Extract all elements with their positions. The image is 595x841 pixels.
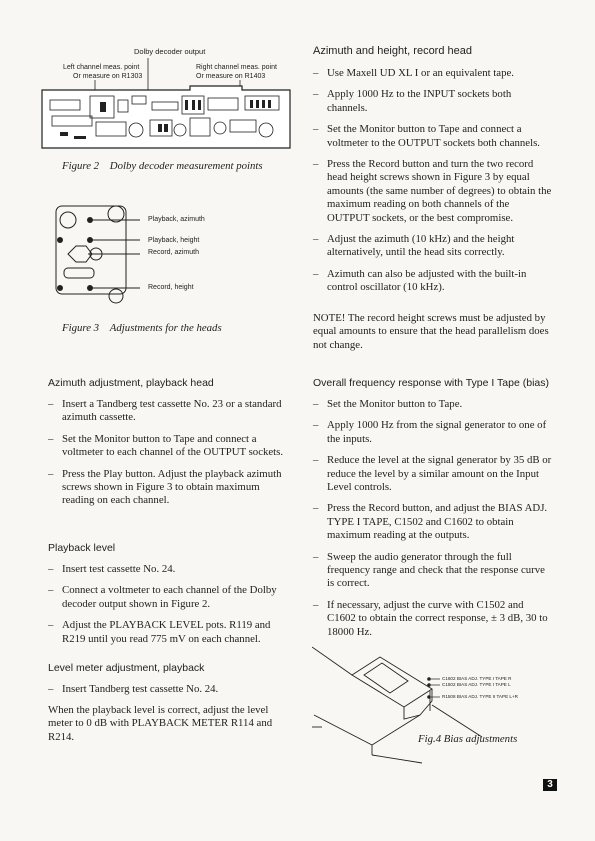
figure2-caption xyxy=(62,160,263,172)
figure4-label-r1508: R1508 BIAS ADJ. TYPE II TAPE L+R xyxy=(442,694,518,699)
list-item: – Adjust the azimuth (10 kHz) and the height alternatively, until the head sits correctly. xyxy=(313,233,553,260)
level-meter-list xyxy=(48,683,293,704)
figure3-caption xyxy=(62,322,222,334)
figure3-label-playback-height: Playback, height xyxy=(148,237,200,244)
dolby-decoder-board-diagram xyxy=(40,56,292,152)
level-meter-heading: Level meter adjustment, playback xyxy=(48,662,205,674)
list-item: – Insert test cassette No. 24. xyxy=(48,563,293,576)
figure2-caption-number: Figure 2 xyxy=(62,160,100,172)
figure2-left-label-2: Or measure on R1303 xyxy=(73,73,143,80)
list-item: – Press the Play button. Adjust the playback azimuth screws shown in Figure 3 to obtain maximum reading on each channel. xyxy=(48,468,293,508)
figure2-top-label: Dolby decoder output xyxy=(134,47,206,56)
list-item: – Sweep the audio generator through the full frequency range and check that the response curve is correct. xyxy=(313,551,553,591)
list-item: – Insert Tandberg test cassette No. 24. xyxy=(48,683,293,696)
list-item: – Press the Record button and turn the two record head height screws shown in Figure 3 by equal amounts (the same number of degrees) to obtain the maximum reading on both channels of the OUTPUT sockets, or the best compromise. xyxy=(313,158,553,225)
figure2-left-label-1: Left channel meas. point xyxy=(63,64,140,71)
figure2-right-label-1: Right channel meas. point xyxy=(196,64,277,71)
azimuth-playback-heading: Azimuth adjustment, playback head xyxy=(48,377,214,389)
list-item: – Apply 1000 Hz from the signal generator to one of the inputs. xyxy=(313,419,553,446)
list-item: – Adjust the PLAYBACK LEVEL pots. R119 and R219 until you read 775 mV on each channel. xyxy=(48,619,293,646)
figure3-label-record-azimuth: Record, azimuth xyxy=(148,249,199,256)
page-number-badge: 3 xyxy=(543,779,557,791)
azimuth-height-heading: Azimuth and height, record head xyxy=(313,45,472,57)
figure2-right-label-2: Or measure on R1403 xyxy=(196,73,266,80)
frequency-response-heading: Overall frequency response with Type I Tape (bias) xyxy=(313,377,549,389)
figure3-label-playback-azimuth: Playback, azimuth xyxy=(148,216,205,223)
list-item: – Set the Monitor button to Tape and connect a voltmeter to the OUTPUT sockets both channels. xyxy=(313,123,553,150)
figure4-label-c1602: C1602 BIAS ADJ. TYPE I TAPE R xyxy=(442,676,512,681)
playback-level-list xyxy=(48,563,293,654)
list-item: – Set the Monitor button to Tape and connect a voltmeter to each channel of the OUTPUT sockets. xyxy=(48,433,293,460)
list-item: – Reduce the level at the signal generator by 35 dB or reduce the level by a similar amount on the Input Level controls. xyxy=(313,454,553,494)
list-item: – Use Maxell UD XL I or an equivalent tape. xyxy=(313,67,553,80)
head-adjustment-diagram xyxy=(48,200,143,305)
frequency-response-list xyxy=(313,398,553,647)
bias-adjustment-diagram xyxy=(312,645,552,765)
list-item: – If necessary, adjust the curve with C1502 and C1602 to obtain the correct response, ± 3 dB, 30 to 18000 Hz. xyxy=(313,599,553,639)
figure2-caption-text: Dolby decoder measurement points xyxy=(109,160,263,172)
figure4-caption: Fig.4 Bias adjustments xyxy=(418,733,518,745)
list-item: – Insert a Tandberg test cassette No. 23 or a standard azimuth cassette. xyxy=(48,398,293,425)
list-item: – Connect a voltmeter to each channel of the Dolby decoder output shown in Figure 2. xyxy=(48,584,293,611)
list-item: – Azimuth can also be adjusted with the built-in control oscillator (10 kHz). xyxy=(313,268,553,295)
level-meter-paragraph: When the playback level is correct, adjust the level meter to 0 dB with PLAYBACK METER R114 and R214. xyxy=(48,704,273,743)
figure4-label-c1502: C1502 BIAS ADJ. TYPE I TAPE L xyxy=(442,682,511,687)
azimuth-playback-list xyxy=(48,398,293,516)
figure3-caption-number: Figure 3 xyxy=(62,322,100,334)
azimuth-height-list xyxy=(313,67,553,303)
figure3-caption-text: Adjustments for the heads xyxy=(109,322,222,334)
list-item: – Set the Monitor button to Tape. xyxy=(313,398,553,411)
playback-level-heading: Playback level xyxy=(48,542,116,554)
list-item: – Apply 1000 Hz to the INPUT sockets both channels. xyxy=(313,88,553,115)
azimuth-height-note: NOTE! The record height screws must be adjusted by equal amounts to ensure that the head parallelism does not change. xyxy=(313,312,549,351)
figure3-label-record-height: Record, height xyxy=(148,284,194,291)
list-item: – Press the Record button, and adjust the BIAS ADJ. TYPE I TAPE, C1502 and C1602 to obtain maximum reading at the outputs. xyxy=(313,502,553,542)
